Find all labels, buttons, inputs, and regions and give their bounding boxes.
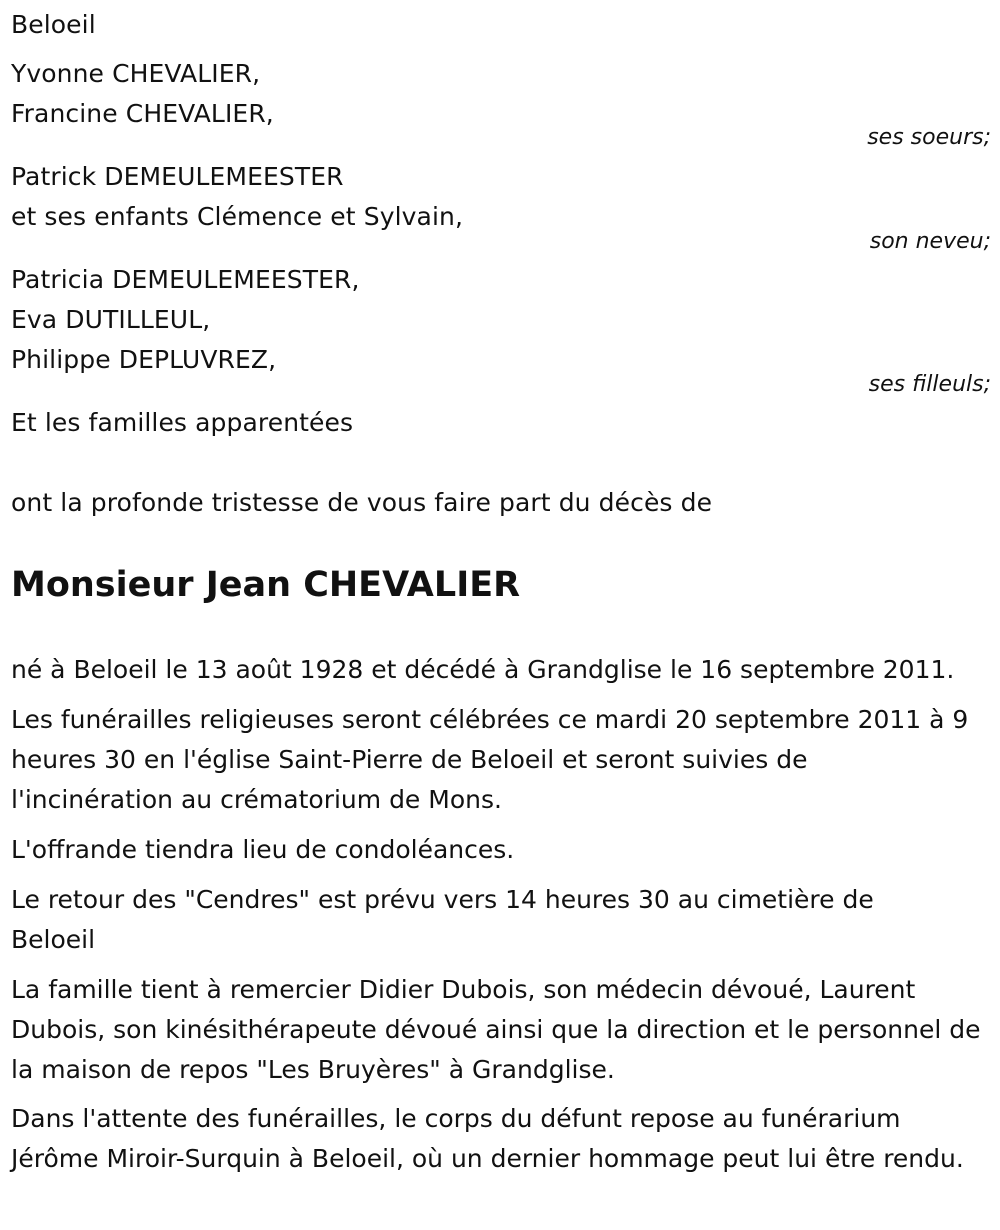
- family-member: Philippe DEPLUVREZ,: [11, 345, 277, 374]
- related-families: Et les familles apparentées: [11, 408, 354, 437]
- offering-paragraph: L'offrande tiendra lieu de condoléances.: [11, 835, 515, 864]
- town-heading: Beloeil: [11, 10, 96, 39]
- funeral-paragraph: Les funérailles religieuses seront célébrées ce mardi 20 septembre 2011 à 9 heures 30 en l'église Saint-Pierre de Beloeil et seront suivies de l'incinération au crématorium de Mons.: [11, 705, 969, 814]
- family-member: Francine CHEVALIER,: [11, 99, 274, 128]
- announcement-text: ont la profonde tristesse de vous faire part du décès de: [11, 488, 713, 517]
- family-member: Patricia DEMEULEMEESTER,: [11, 265, 360, 294]
- deceased-name: Monsieur Jean CHEVALIER: [11, 565, 521, 605]
- viewing-paragraph: Dans l'attente des funérailles, le corps du défunt repose au funérarium Jérôme Miroir-Surquin à Beloeil, où un dernier hommage peut lui être rendu.: [11, 1104, 964, 1173]
- relation-label: ses filleuls;: [868, 372, 991, 397]
- family-member: et ses enfants Clémence et Sylvain,: [11, 202, 463, 231]
- birth-death-paragraph: né à Beloeil le 13 août 1928 et décédé à Grandglise le 16 septembre 2011.: [11, 655, 955, 684]
- relation-label: son neveu;: [869, 229, 991, 254]
- thanks-paragraph: La famille tient à remercier Didier Dubois, son médecin dévoué, Laurent Dubois, son kinésithérapeute dévoué ainsi que la direction et le personnel de la maison de repos "Les Bruyères" à Grandglise.: [11, 975, 981, 1084]
- ashes-paragraph: Le retour des "Cendres" est prévu vers 14 heures 30 au cimetière de Beloeil: [11, 885, 874, 954]
- family-member: Yvonne CHEVALIER,: [11, 59, 261, 88]
- family-member: Eva DUTILLEUL,: [11, 305, 211, 334]
- family-member: Patrick DEMEULEMEESTER: [11, 162, 344, 191]
- relation-label: ses soeurs;: [867, 125, 991, 150]
